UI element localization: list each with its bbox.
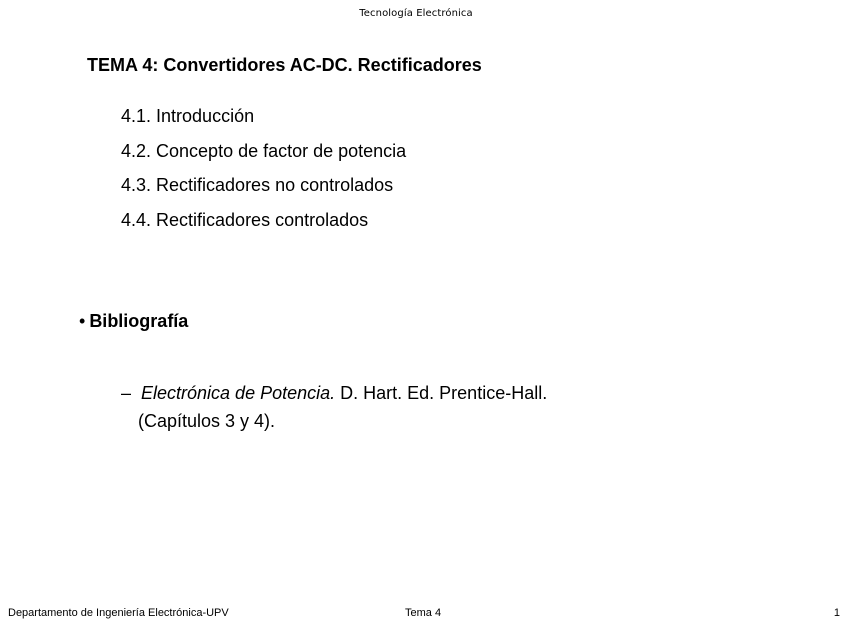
bibliography-heading — [79, 311, 188, 332]
toc-item-introduccion: 4.1. Introducción — [121, 106, 255, 126]
bullet-icon: • — [79, 311, 86, 331]
bibliography-entry — [121, 379, 547, 435]
document-header-title: Tecnología Electrónica — [359, 8, 473, 19]
book-details: D. Hart. Ed. Prentice-Hall. — [335, 383, 548, 403]
footer-page-number: 1 — [833, 607, 840, 619]
footer-department: Departamento de Ingeniería Electrónica-UPV — [8, 607, 229, 619]
toc-item-rectificadores-controlados: 4.4. Rectificadores controlados — [121, 209, 369, 230]
slide-title: TEMA 4: Convertidores AC-DC. Rectificadores — [87, 55, 482, 75]
dash-icon: – — [121, 383, 132, 403]
toc-item-factor-de-potencia: 4.2. Concepto de factor de potencia — [121, 140, 407, 161]
book-chapters: (Capítulos 3 y 4). — [138, 411, 276, 431]
book-title: Electrónica de Potencia. — [141, 383, 336, 403]
table-of-contents — [121, 104, 406, 242]
toc-item-rectificadores-no-controlados: 4.3. Rectificadores no controlados — [121, 175, 394, 195]
bibliography-heading-label: Bibliografía — [89, 311, 189, 331]
footer-topic: Tema 4 — [405, 607, 442, 619]
